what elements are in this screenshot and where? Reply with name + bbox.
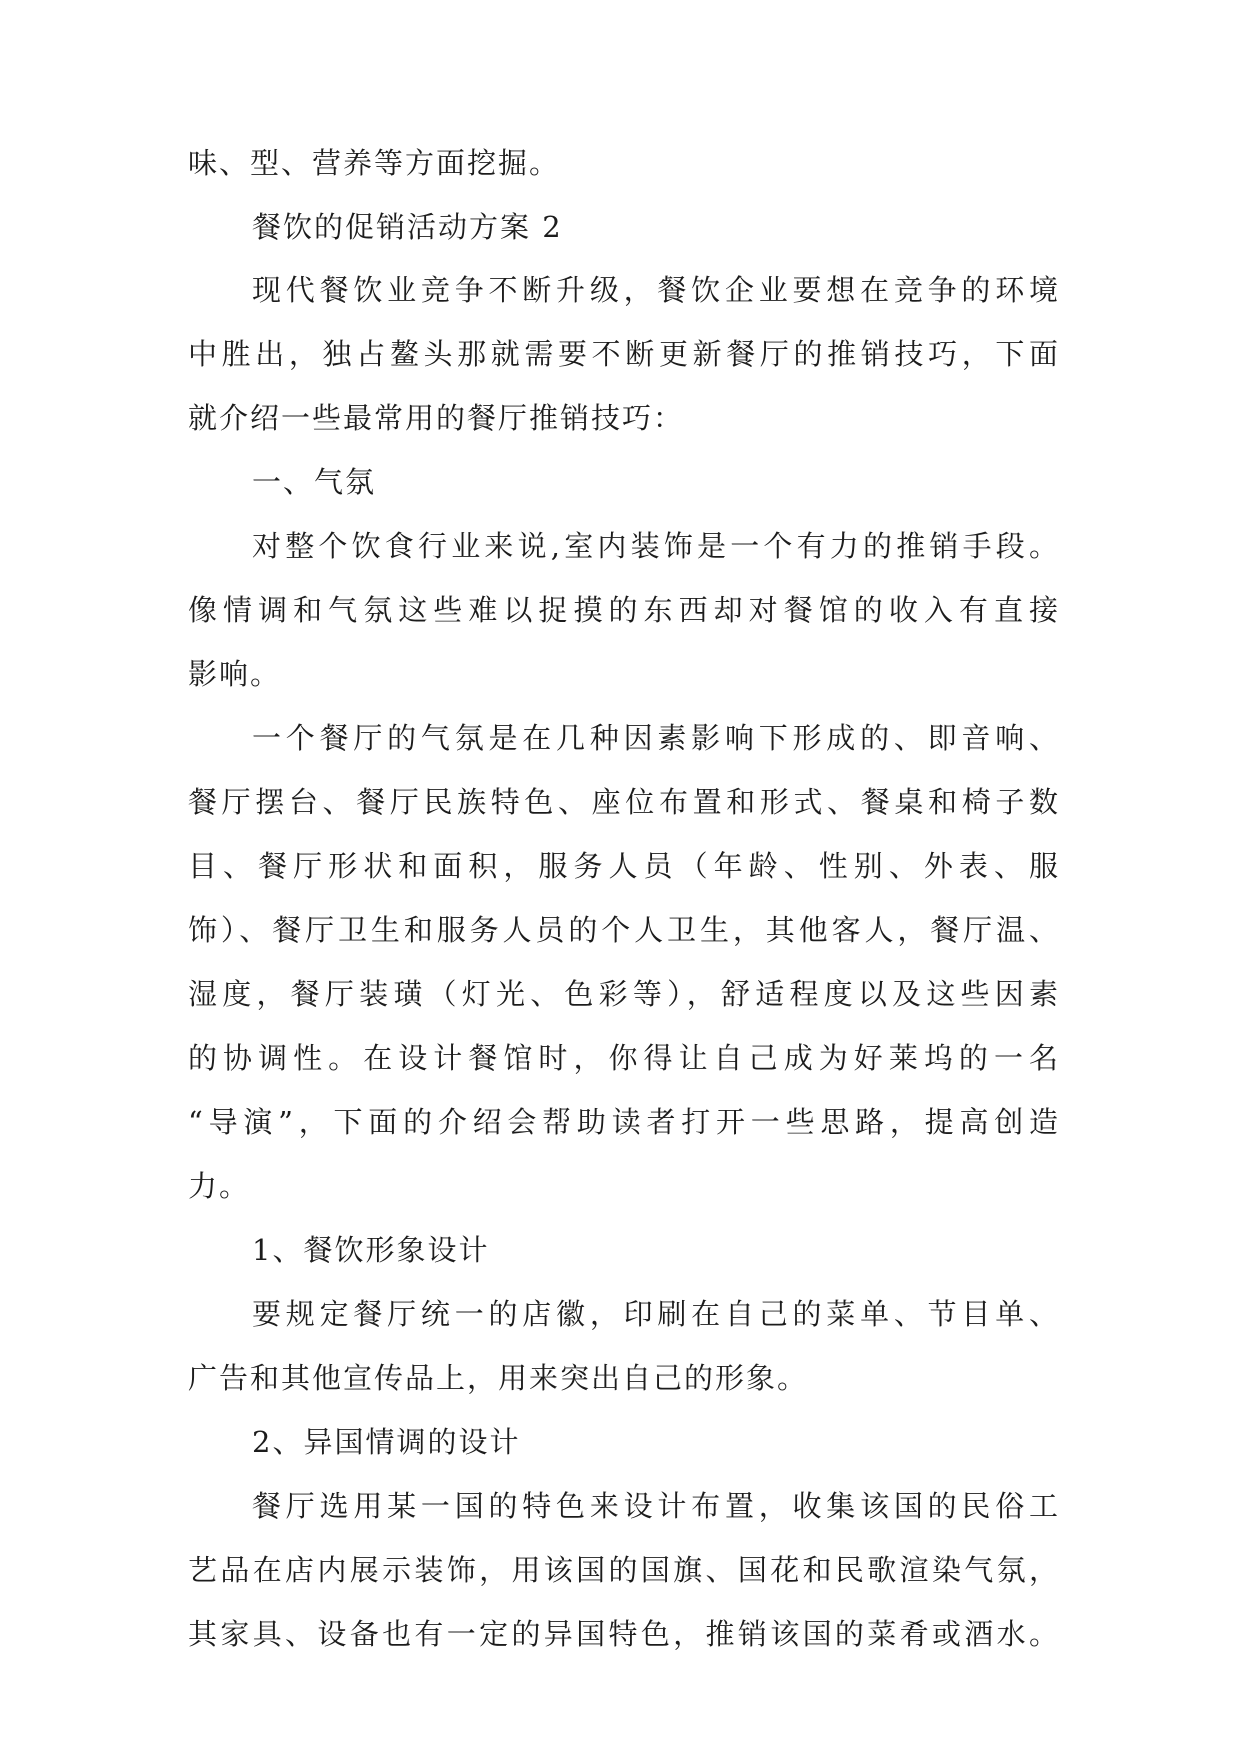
text-line: 湿度，餐厅装璜（灯光、色彩等），舒适程度以及这些因素 (188, 977, 1058, 1011)
text-line: 餐厅摆台、餐厅民族特色、座位布置和形式、餐桌和椅子数 (188, 785, 1058, 819)
text-line: 广告和其他宣传品上，用来突出自己的形象。 (188, 1361, 809, 1395)
text-line: 餐厅选用某一国的特色来设计布置，收集该国的民俗工 (252, 1489, 1058, 1523)
text-line: 饰）、餐厅卫生和服务人员的个人卫生，其他客人，餐厅温、 (188, 913, 1058, 947)
text-line: 的协调性。在设计餐馆时，你得让自己成为好莱坞的一名 (188, 1041, 1058, 1075)
text-line: 影响。 (188, 657, 282, 691)
text-line: 味、型、营养等方面挖掘。 (188, 146, 561, 180)
text-line: 对整个饮食行业来说,室内装饰是一个有力的推销手段。 (252, 529, 1058, 563)
section-heading: 餐饮的促销活动方案 2 (252, 210, 563, 244)
text-line: 力。 (188, 1169, 251, 1203)
text-line: “导演”，下面的介绍会帮助读者打开一些思路，提高创造 (188, 1105, 1058, 1139)
text-line: 其家具、设备也有一定的异国特色，推销该国的菜肴或酒水。 (188, 1617, 1058, 1651)
text-line: 目、餐厅形状和面积，服务人员（年龄、性别、外表、服 (188, 849, 1058, 883)
text-line: 中胜出，独占鳌头那就需要不断更新餐厅的推销技巧，下面 (188, 337, 1058, 371)
subsection-heading: 1、餐饮形象设计 (252, 1233, 490, 1267)
subsection-heading: 一、气氛 (252, 465, 377, 499)
text-line: 要规定餐厅统一的店徽，印刷在自己的菜单、节目单、 (252, 1297, 1058, 1331)
text-line: 艺品在店内展示装饰，用该国的国旗、国花和民歌渲染气氛， (188, 1553, 1058, 1587)
text-line: 一个餐厅的气氛是在几种因素影响下形成的、即音响、 (252, 721, 1058, 755)
subsection-heading: 2、异国情调的设计 (252, 1425, 521, 1459)
text-line: 像情调和气氛这些难以捉摸的东西却对餐馆的收入有直接 (188, 593, 1058, 627)
text-line: 现代餐饮业竞争不断升级，餐饮企业要想在竞争的环境 (252, 273, 1058, 307)
text-line: 就介绍一些最常用的餐厅推销技巧： (188, 401, 685, 435)
